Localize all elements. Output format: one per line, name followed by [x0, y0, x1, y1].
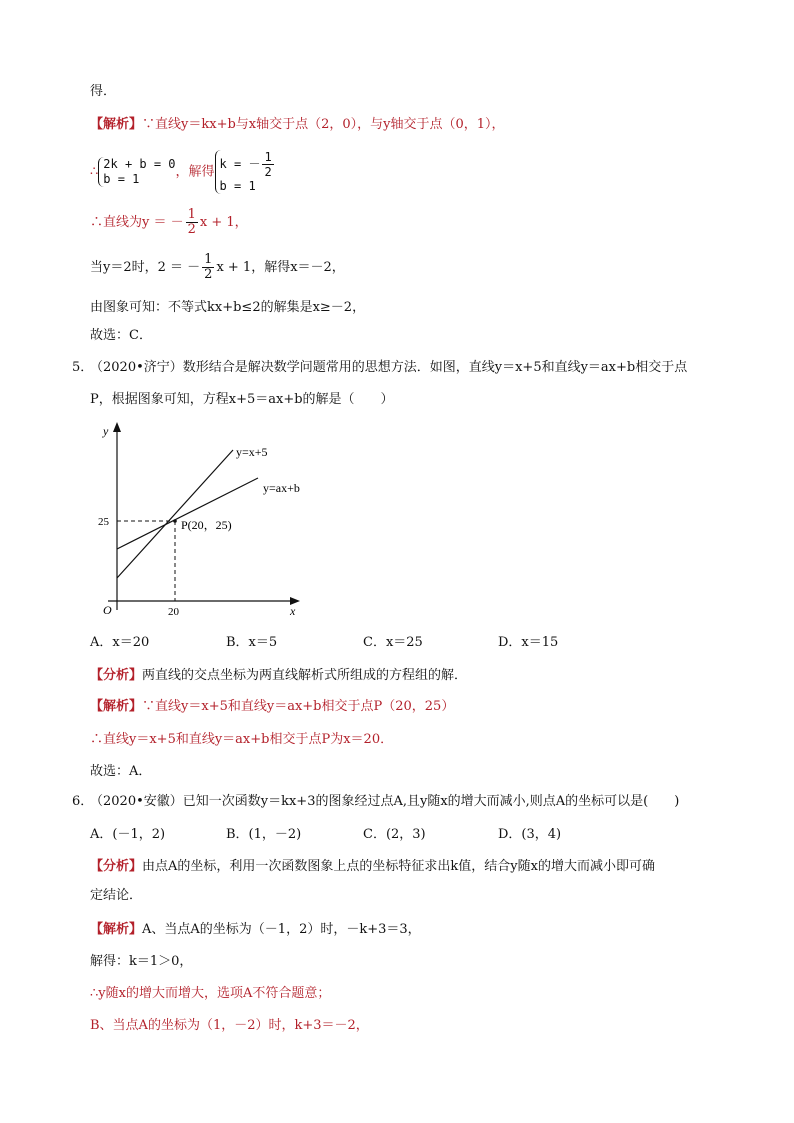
q4-jiexi-text: ∵直线y＝kx+b与x轴交于点（2，0），与y轴交于点（0，1），	[142, 117, 505, 132]
q6-fenxi-line1	[90, 857, 655, 877]
fenxi-label: 【分析】	[90, 668, 143, 683]
system1-eq-b: b = 1	[103, 172, 140, 186]
fraction-num: 1	[187, 207, 196, 222]
system1-eq-a: 2k + b = 0	[103, 157, 176, 171]
jiexi-label: 【解析】	[90, 922, 143, 937]
q5-option-c[interactable]: C．x＝25	[363, 635, 423, 650]
q5-jiexi-line2: ∴直线y＝x+5和直线y＝ax+b相交于点P为x＝20．	[90, 732, 394, 747]
system2-eq-a-text: k = －	[219, 157, 261, 171]
fraction	[202, 253, 214, 282]
fraction-num: 1	[204, 252, 213, 267]
intersection-point	[173, 519, 177, 523]
q4-answer: 故选：C．	[90, 328, 152, 343]
tick-label-y: 25	[98, 516, 109, 528]
q6-option-b[interactable]: B．(1，－2)	[226, 827, 302, 842]
q6-option-c[interactable]: C．(2，3)	[363, 827, 426, 842]
equation-system-2	[215, 150, 276, 194]
q4-line5: 由图象可知：不等式kx+b≤2的解集是x≥－2，	[90, 300, 366, 315]
q6-option-d[interactable]: D．(3，4)	[498, 827, 562, 842]
q5-option-a[interactable]: A．x＝20	[90, 635, 150, 650]
q5-stem-line1: （2020•济宁）数形结合是解决数学问题常用的思想方法．如图，直线y＝x+5和直线y＝ax+b相交于点	[90, 360, 688, 375]
q5-jiexi-line1	[90, 697, 454, 717]
point-label: P(20，25)	[181, 518, 232, 532]
equation-system-1	[98, 157, 175, 187]
line1-label: y=x+5	[236, 445, 268, 459]
fraction-den: 2	[204, 267, 213, 282]
tick-label-x: 20	[168, 606, 179, 618]
q6-stem: （2020•安徽）已知一次函数y＝kx+3的图象经过点A,且y随x的增大而减小,则点A的坐标可以是( )	[90, 794, 680, 809]
q6-jiexi-line1	[90, 920, 421, 940]
system2-eq-a	[220, 150, 276, 179]
q5-fenxi	[90, 666, 467, 686]
jiexi-label: 【解析】	[90, 699, 143, 714]
system2-eq-b: b = 1	[219, 179, 256, 193]
therefore-symbol: ∴	[90, 164, 99, 180]
q6-jiexi-line4: B、当点A的坐标为（1，－2）时，k+3＝－2，	[90, 1018, 369, 1033]
line-y-ax-plus-b	[117, 478, 258, 549]
fraction-den: 2	[187, 222, 196, 237]
line2-label: y=ax+b	[263, 481, 300, 495]
q4-line4-b: x + 1，解得x＝－2，	[216, 260, 345, 275]
origin-label: O	[103, 603, 112, 617]
q4-line3	[90, 208, 248, 237]
jiexi-label: 【解析】	[90, 117, 143, 132]
fraction-den: 2	[264, 165, 272, 179]
q5-fenxi-text: 两直线的交点坐标为两直线解析式所组成的方程组的解．	[142, 668, 468, 683]
q6-jiexi-line3: ∴y随x的增大而增大，选项A不符合题意；	[90, 986, 331, 1001]
q6-number: 6．	[72, 794, 94, 809]
q5-jiexi-text: ∵直线y＝x+5和直线y＝ax+b相交于点P（20，25）	[142, 699, 455, 714]
fraction-num: 1	[264, 150, 272, 164]
q6-jiexi-line2: 解得：k＝1＞0，	[90, 954, 193, 969]
x-axis-label: x	[290, 604, 296, 618]
q4-line3-b: x + 1，	[199, 215, 248, 230]
q6-jiexi-text: A、当点A的坐标为（－1，2）时，－k+3＝3，	[142, 922, 421, 937]
q6-option-a[interactable]: A．(－1，2)	[90, 827, 166, 842]
q6-fenxi-text: 由点A的坐标，利用一次函数图象上点的坐标特征求出k值，结合y随x的增大而减小即可确	[142, 859, 655, 874]
fenxi-label: 【分析】	[90, 859, 143, 874]
fraction	[186, 208, 198, 237]
q5-option-d[interactable]: D．x＝15	[498, 635, 559, 650]
q4-line3-a: ∴直线为y ＝ －	[90, 215, 184, 230]
y-axis-arrow	[113, 422, 121, 432]
q5-stem-line2: P，根据图象可知，方程x+5＝ax+b的解是（ ）	[90, 392, 394, 407]
q4-line4	[90, 253, 345, 282]
q5-number: 5．	[72, 360, 94, 375]
solve-text: ，解得	[175, 164, 215, 180]
y-axis-label: y	[103, 424, 109, 438]
prev-tail: 得．	[90, 84, 117, 99]
q4-line4-a: 当y＝2时，2 ＝ －	[90, 260, 201, 275]
q6-fenxi-line2: 定结论．	[90, 888, 143, 903]
fraction	[262, 150, 273, 179]
q4-jiexi-line1	[90, 115, 505, 135]
q4-system-line	[90, 150, 276, 194]
q5-function-graph	[90, 420, 320, 620]
q5-answer: 故选：A．	[90, 764, 152, 779]
q5-option-b[interactable]: B．x＝5	[226, 635, 278, 650]
